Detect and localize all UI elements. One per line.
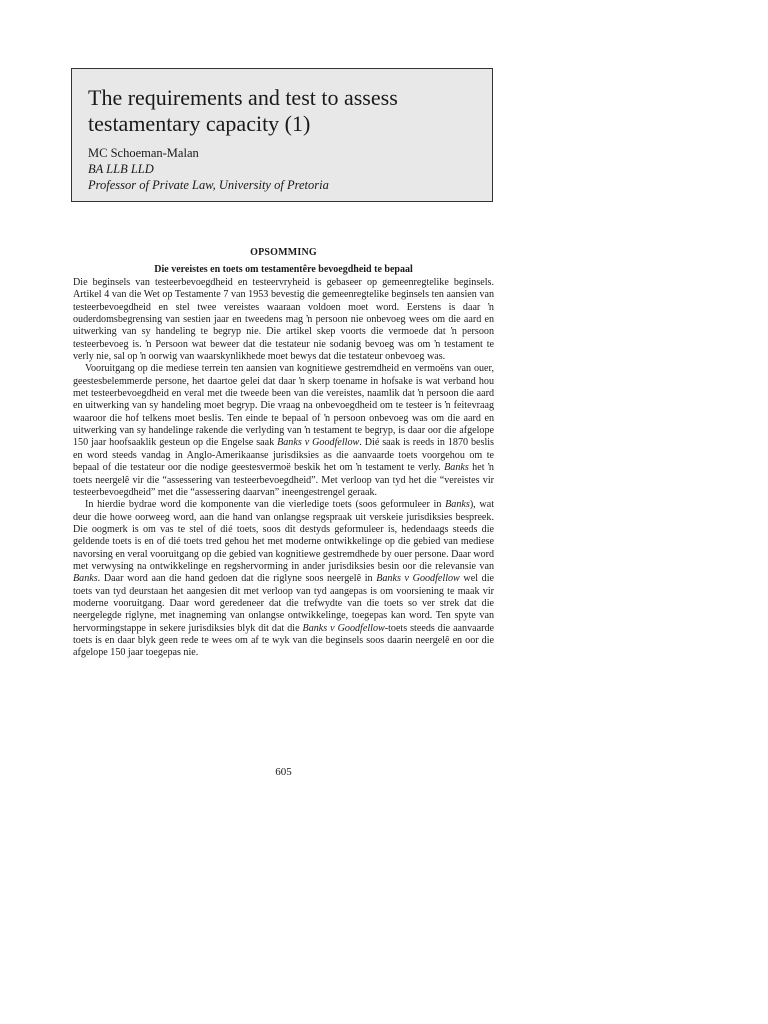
article-title: The requirements and test to assess testamentary capacity (1) bbox=[88, 85, 398, 136]
paragraph-3-text-a: In hierdie bydrae word die komponente van die vierledige toets (soos geformuleer in bbox=[85, 499, 446, 511]
summary-heading: OPSOMMING bbox=[250, 247, 317, 258]
case-citation: Banks v Goodfellow bbox=[376, 573, 460, 585]
paragraph-2-text-b: . Dié saak is reeds in 1870 beslis en word steeds vandag in Anglo-Amerikaanse jurisdiksies as die aanvaarde toets voorgehou om te bepaal of die testateur oor die nodige geestesvermoë beskik het om ŉ testament te verly. bbox=[73, 437, 494, 474]
case-citation: Banks bbox=[445, 499, 470, 511]
paragraph-3-text-e: -toets steeds die aanvaarde toets is en daar blyk geen rede te wees om af te wyk van die beginsels soos daarin neergelê en oor die afgelope 150 jaar toegepas nie. bbox=[73, 622, 494, 659]
author-affiliation: Professor of Private Law, University of Pretoria bbox=[88, 178, 329, 192]
paragraph-3-text-b: ), wat deur die howe oorweeg word, aan die hand van onlangse regspraak uit verskeie jurisdiksies bespreek. Die oogmerk is om vas te stel of dié toets, soos dit destyds geformuleer is, hedendaags steeds die geldende toets is en of dié toets tred gehou het met moderne ontwikkelinge op die gebied van mediese navorsing en veral vooruitgang op die gebied van kognitiewe gestremdhede by ouer persone. Daar word met verwysing na ontwikkelinge en regshervorming in ander jurisdiksies besin oor die relevansie van bbox=[73, 499, 494, 572]
paragraph-3-text-d: wel die toets van tyd deurstaan het aangesien dit met verloop van tyd aangepas is om voorsiening te maak vir moderne vooruitgang. Daar word geredeneer dat die trefwydte van die toets so ver strek dat die neergelegde riglyne, met inagneming van onlangse ontwikkelinge, toegepas kan word. Ten spyte van hervormingstappe in sekere jurisdiksies blyk dit dat die bbox=[73, 573, 494, 634]
case-citation: Banks v Goodfellow bbox=[277, 437, 360, 449]
summary-subheading: Die vereistes en toets om testamentêre bevoegdheid te bepaal bbox=[154, 264, 413, 275]
author-degrees: BA LLB LLD bbox=[88, 162, 154, 176]
page-number: 605 bbox=[275, 766, 292, 778]
author-name: MC Schoeman-Malan bbox=[88, 146, 199, 160]
case-citation: Banks bbox=[73, 573, 98, 585]
title-box bbox=[71, 68, 493, 202]
paragraph-1: Die beginsels van testeerbevoegdheid en testeervryheid is gebaseer op gemeenregtelike beginsels. Artikel 4 van die Wet op Testamente 7 van 1953 bevestig die gemeenregtelike beginsels ten aansien van testeerbevoegdheid en stel twee vereistes waaraan voldoen moet word. Eerstens is daar ŉ ouderdomsbegrensing van sestien jaar en tweedens mag ŉ persoon nie onbevoeg wees om die aard en uitwerking van sy handeling te begryp nie. Die artikel skep voorts die vermoede dat ŉ persoon testeerbevoeg is. ŉ Persoon wat beweer dat die testateur nie sodanig bevoeg was om ŉ testament te verly nie, sal op ŉ oorwig van waarskynlikhede moet bewys dat die testateur onbevoeg was. bbox=[73, 277, 494, 363]
paragraph-2-text-c: het ŉ toets neergelê vir die “assessering van testeerbevoegdheid”. Met verloop van tyd het die “vereistes vir testeerbevoegdheid” met die “assessering daarvan” ineengestrengel geraak. bbox=[73, 462, 494, 498]
paragraph-2 bbox=[73, 363, 494, 499]
paragraph-3-text-c: . Daar word aan die hand gedoen dat die riglyne soos neergelê in bbox=[97, 573, 377, 585]
paragraph-3 bbox=[73, 499, 494, 659]
case-citation: Banks bbox=[444, 462, 469, 474]
paragraph-2-text-a: Vooruitgang op die mediese terrein ten aansien van kognitiewe gestremdheid en vermoëns van ouer, geestesbelemmerde persone, het daartoe gelei dat daar ŉ skerp toename in hofsake is wat verband hou met testeerbevoegdheid en veral met die tweede been van die vereistes, naamlik dat ŉ persoon die aard en uitwerking van sy handeling moet begryp. Die vraag na onbevoegdheid om te testeer is ŉ feitevraag waaroor die hof telkens moet beslis. Ten einde te bepaal of ŉ persoon onbevoeg was om die aard en uitwerking van sy handelinge rakende die verlyding van ŉ testament te begryp, is daar oor die afgelope 150 jaar hoofsaaklik gesteun op die Engelse saak bbox=[73, 363, 494, 449]
summary-body bbox=[73, 277, 494, 660]
case-citation: Banks v Goodfellow bbox=[302, 622, 385, 634]
